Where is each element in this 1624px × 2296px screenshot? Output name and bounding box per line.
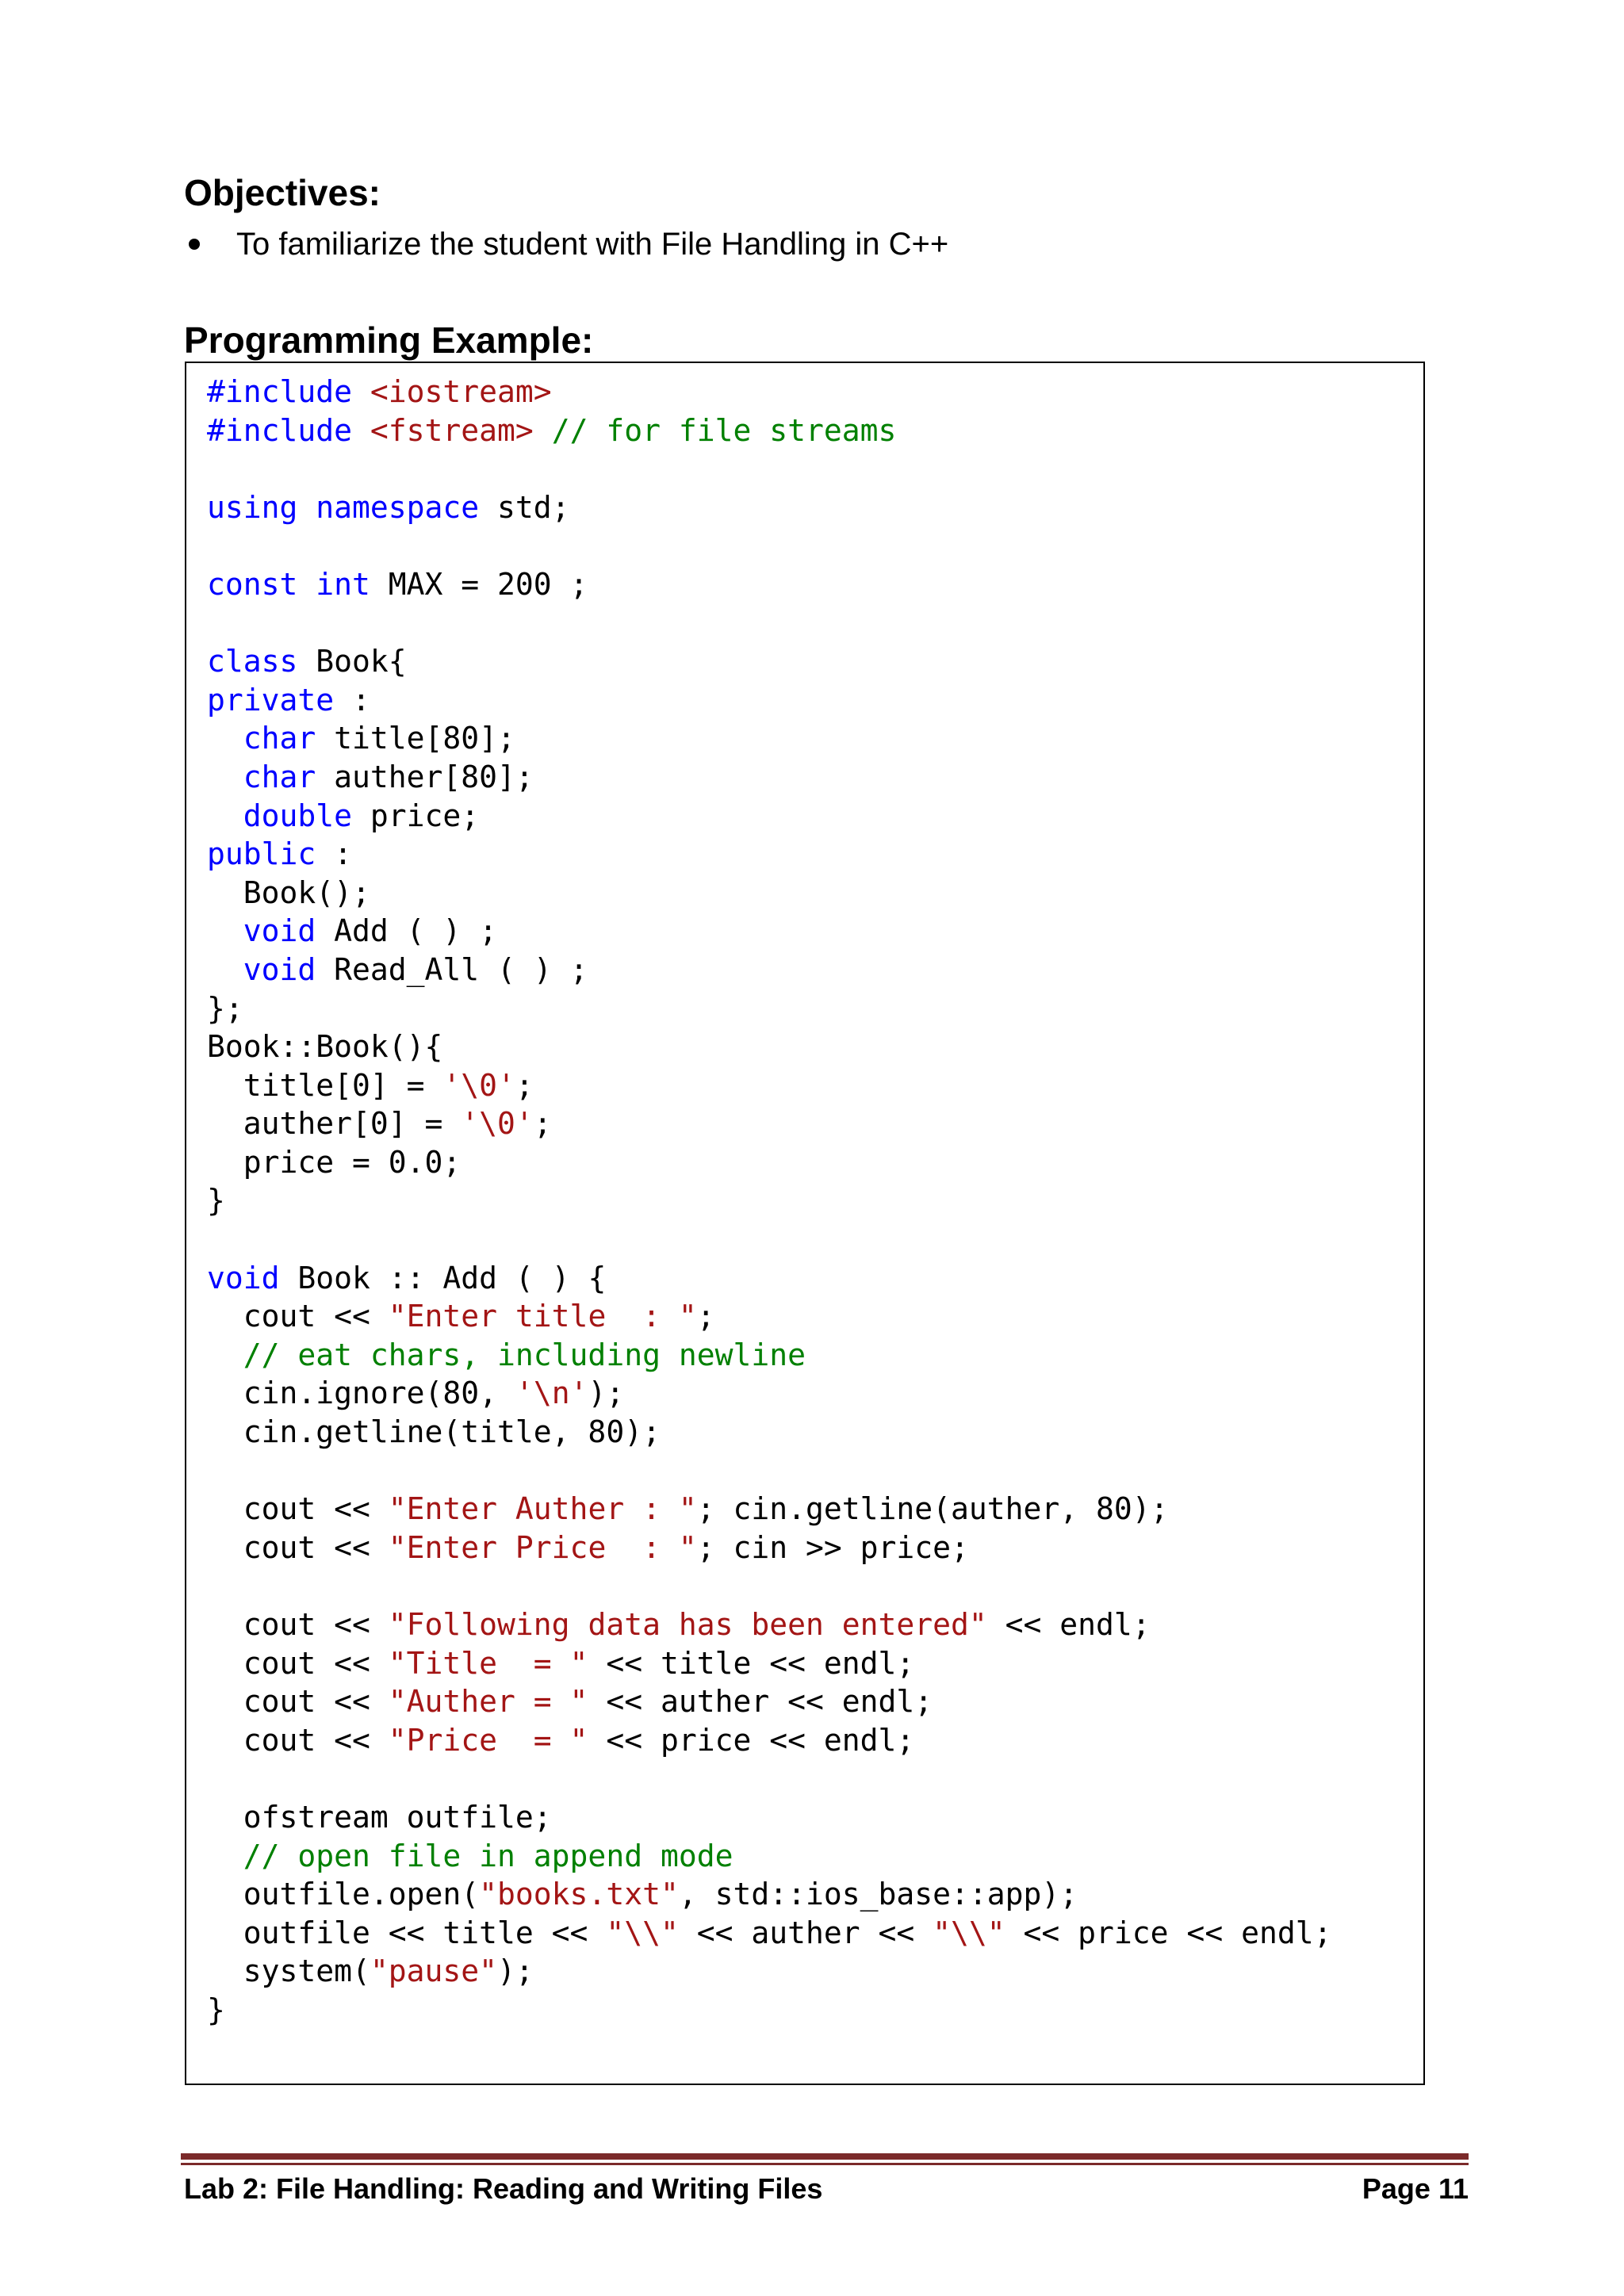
code-token <box>207 952 243 987</box>
code-line <box>207 1490 1331 1529</box>
code-token <box>207 760 243 794</box>
code-token: Read_All ( ) ; <box>316 951 588 987</box>
code-token: char <box>243 721 316 756</box>
code-line <box>207 526 1331 565</box>
code-line <box>207 1413 1331 1452</box>
code-token: <fstream> <box>370 412 534 448</box>
code-listing-box <box>185 362 1425 2085</box>
code-token: "pause" <box>370 1954 498 1989</box>
code-line <box>207 1721 1331 1760</box>
code-token: << auther << endl; <box>588 1684 933 1720</box>
code-token: "Title = " <box>388 1645 588 1681</box>
code-token: "Enter title : " <box>388 1299 697 1334</box>
code-line <box>207 1027 1331 1066</box>
code-token: cout << <box>207 1722 389 1758</box>
code-line <box>207 835 1331 874</box>
code-line <box>207 604 1331 643</box>
code-line <box>207 719 1331 758</box>
code-token: cout << <box>207 1299 389 1334</box>
code-line <box>207 1104 1331 1143</box>
code-line <box>207 1759 1331 1798</box>
code-line <box>207 1875 1331 1914</box>
objectives-list <box>184 224 948 265</box>
code-token: ; <box>515 1067 534 1103</box>
footer-page-number: Page 11 <box>1362 2172 1469 2205</box>
code-token: "\\" <box>606 1915 679 1950</box>
code-token: // open file in append mode <box>207 1838 733 1873</box>
code-token: "Enter Auther : " <box>388 1491 697 1527</box>
code-token: "\\" <box>933 1915 1005 1950</box>
code-token: std; <box>479 489 570 525</box>
code-token: '\n' <box>515 1376 588 1411</box>
code-token: title[80]; <box>316 721 515 756</box>
code-token: << auther << <box>678 1915 933 1950</box>
code-token: double <box>243 798 353 833</box>
code-token: Book::Book(){ <box>207 1029 443 1065</box>
code-line <box>207 1991 1331 2030</box>
code-token: price = 0.0; <box>207 1144 462 1180</box>
code-line <box>207 373 1331 411</box>
code-token: MAX = 200 ; <box>370 566 588 602</box>
programming-example-heading: Programming Example: <box>184 320 594 361</box>
code-line <box>207 1914 1331 1953</box>
code-token: "books.txt" <box>479 1877 679 1912</box>
code-token: cout << <box>207 1529 389 1565</box>
code-token: public <box>207 836 316 872</box>
code-line <box>207 1452 1331 1490</box>
code-token: cin.getline(title, 80); <box>207 1414 661 1450</box>
code-token: cout << <box>207 1491 389 1527</box>
code-token: << endl; <box>986 1607 1151 1642</box>
code-token: ); <box>497 1954 534 1989</box>
objectives-heading: Objectives: <box>184 172 381 213</box>
code-token: }; <box>207 990 243 1026</box>
code-token: price; <box>352 798 480 833</box>
code-line <box>207 1220 1331 1259</box>
code-token <box>207 913 243 948</box>
code-token: cout << <box>207 1607 389 1642</box>
code-token: ofstream outfile; <box>207 1799 552 1835</box>
code-token: , std::ios_base::app); <box>678 1877 1078 1912</box>
code-token: cout << <box>207 1684 389 1720</box>
code-line <box>207 1259 1331 1298</box>
code-line <box>207 1374 1331 1413</box>
code-line <box>207 1529 1331 1567</box>
code-token: << price << endl; <box>588 1722 915 1758</box>
code-token: cin.ignore(80, <box>207 1376 515 1411</box>
code-line <box>207 642 1331 681</box>
code-line <box>207 1181 1331 1220</box>
code-token: : <box>316 836 353 872</box>
code-line <box>207 681 1331 720</box>
objective-item <box>184 224 948 265</box>
code-token: ; cin >> price; <box>696 1529 969 1565</box>
code-token: ; <box>696 1299 715 1334</box>
code-token: outfile << title << <box>207 1915 607 1950</box>
code-token: title[0] = <box>207 1067 443 1103</box>
code-line <box>207 1143 1331 1182</box>
code-line <box>207 951 1331 989</box>
code-token: cout << <box>207 1645 389 1681</box>
footer-divider-thin <box>181 2163 1469 2165</box>
objective-text: To familiarize the student with File Handling in C++ <box>236 227 949 262</box>
code-line <box>207 1644 1331 1683</box>
code-token: Book(); <box>207 874 370 910</box>
code-line <box>207 797 1331 836</box>
code-token: void <box>243 913 316 949</box>
code-line <box>207 989 1331 1028</box>
code-line <box>207 1605 1331 1644</box>
code-token <box>207 721 243 756</box>
code-token: << title << endl; <box>588 1645 915 1681</box>
code-line <box>207 1682 1331 1721</box>
code-line <box>207 411 1331 450</box>
code-line <box>207 1567 1331 1605</box>
code-token: #include <box>207 374 370 409</box>
code-token: auther[80]; <box>316 759 534 794</box>
code-line <box>207 758 1331 797</box>
code-token: auther[0] = <box>207 1106 462 1142</box>
code-token: ); <box>588 1376 625 1411</box>
code-line <box>207 1798 1331 1837</box>
code-token: void <box>243 951 316 987</box>
code-line <box>207 1297 1331 1336</box>
code-line <box>207 1066 1331 1105</box>
code-block <box>207 373 1331 2030</box>
code-token: } <box>207 1183 225 1219</box>
code-token: Book :: Add ( ) { <box>279 1260 607 1295</box>
code-token: Add ( ) ; <box>316 913 498 949</box>
code-token: system( <box>207 1954 370 1989</box>
code-token <box>207 798 243 833</box>
code-token: << price << endl; <box>1005 1915 1332 1950</box>
code-token: ; <box>533 1106 552 1142</box>
code-token: "Auther = " <box>388 1684 588 1720</box>
code-token: '\0' <box>442 1067 515 1103</box>
code-token: Book{ <box>297 644 407 679</box>
code-token: char <box>243 759 316 794</box>
code-token: private <box>207 682 335 718</box>
code-line <box>207 1952 1331 1991</box>
code-token: // for file streams <box>533 412 897 448</box>
code-token: <iostream> <box>370 374 552 409</box>
code-line <box>207 874 1331 913</box>
bullet-icon <box>189 239 200 250</box>
code-token: "Following data has been entered" <box>388 1607 987 1642</box>
code-token: "Price = " <box>388 1722 588 1758</box>
code-token: "Enter Price : " <box>388 1529 697 1565</box>
code-line <box>207 565 1331 604</box>
code-token: ; cin.getline(auther, 80); <box>696 1491 1169 1527</box>
code-token: // eat chars, including newline <box>207 1337 806 1372</box>
code-token: using namespace <box>207 489 480 525</box>
code-token: outfile.open( <box>207 1877 480 1912</box>
code-token: void <box>207 1260 280 1295</box>
code-line <box>207 450 1331 488</box>
code-token: class <box>207 644 298 679</box>
code-token: #include <box>207 412 370 448</box>
code-line <box>207 1336 1331 1375</box>
code-line <box>207 488 1331 527</box>
code-token: : <box>334 682 370 718</box>
code-line <box>207 1837 1331 1876</box>
code-token: const int <box>207 566 370 602</box>
footer-divider <box>181 2153 1469 2160</box>
code-token: '\0' <box>461 1106 534 1142</box>
footer-lab-title: Lab 2: File Handling: Reading and Writing Files <box>184 2172 823 2205</box>
code-token: } <box>207 1992 225 2027</box>
code-line <box>207 912 1331 951</box>
